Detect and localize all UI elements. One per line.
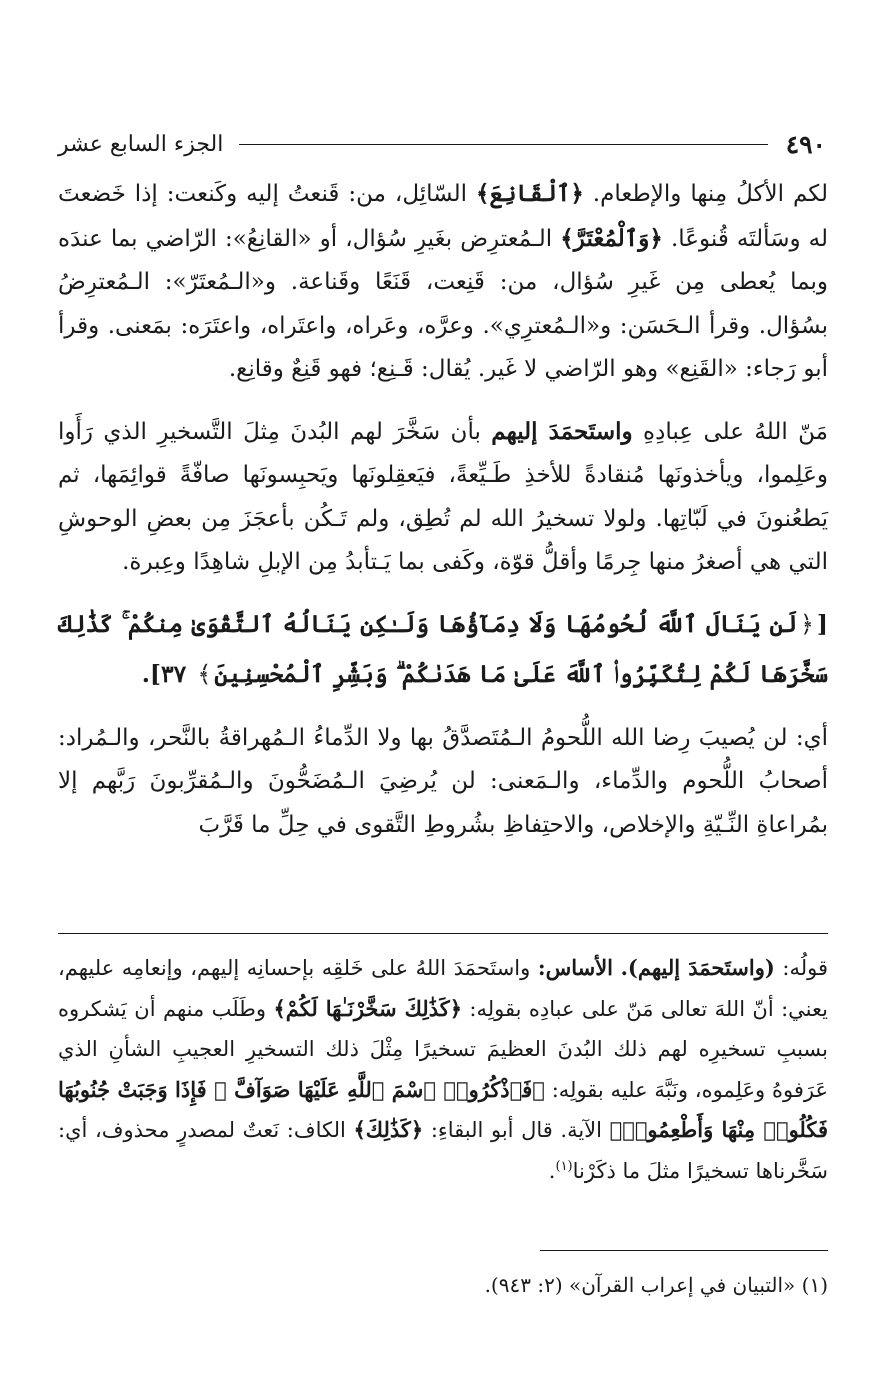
main-paragraph — [58, 410, 828, 585]
verse-open-ornament: ﴿ — [800, 609, 814, 638]
footnote-rule — [540, 1250, 828, 1251]
quran-term: ﴿وَٱلْمُعْتَرَّ﴾ — [560, 224, 663, 252]
verse-number: ٣٧ — [161, 659, 187, 688]
quran-term: ﴿ٱلْقَانِعَ﴾ — [476, 180, 584, 207]
quran-quote: ﴿كَذَٰلِكَ سَخَّرْنَـٰهَا لَكُمْ﴾ — [273, 995, 463, 1021]
footnote-reference: (١) — [555, 1158, 573, 1174]
text-run: الكاف: نَعتٌ لمصدرٍ محذوف، أي: سَخَّرناها تسخيرًا مثلَ ما ذكَرْنا — [58, 1118, 828, 1183]
text-run: لكم الأكلُ مِنها والإطعام. — [583, 181, 828, 207]
running-title: الجزء السابع عشر — [58, 131, 224, 157]
open-bracket: [ — [816, 609, 828, 638]
quran-quote: ﴿كَذَٰلِكَ﴾ — [353, 1117, 424, 1142]
verse-close-ornament: ﴾ — [197, 659, 212, 688]
separator-rule — [58, 933, 828, 934]
commentary-text — [58, 948, 828, 1191]
text-run: . — [548, 1158, 556, 1183]
text-run: قولُه: — [774, 956, 828, 980]
quran-quote: ﴿فَٱذْكُرُوا۟ ٱسْمَ ٱللَّهِ عَلَيْهَا صَوَآفَّ ۖ فَإِذَا وَجَبَتْ جُنُوبُهَا فَكُلُوا۟ مِنْهَا وَأَطْعِمُوا۟﴾ — [58, 1076, 829, 1142]
main-paragraph: أي: لن يُصيبَ رِضا الله اللُّحومُ الـمُتَصدَّقُ بها ولا الدِّماءُ الـمُهراقةُ بالنَّحر، والـمُراد: أصحابُ اللُّحوم والدِّماء، والـمَعنى: لن يُرضِيَ الـمُضَحُّونَ والـمُقرِّبونَ رَبَّهم إلا بمُراعاةِ النِّـيّةِ والإخلاص، والاحتِفاظِ بشُروطِ التَّقوى في حِلِّ ما قَرَّبَ — [58, 724, 828, 838]
page-header — [58, 122, 826, 166]
footnote: (١) «التبيان في إعراب القرآن» (٢: ٩٤٣). — [484, 1273, 828, 1297]
text-run: السّائِل، من: قَنعتُ إليه وكَنعت: إذا خَضعتَ له وسَألتَه قُنوعًا. — [58, 181, 829, 252]
quoted-phrase: واستَحمَدَ إليهم — [491, 417, 633, 445]
commentary-paragraph — [58, 948, 828, 1191]
page-number: ٤٩٠ — [785, 129, 826, 159]
main-paragraph — [58, 172, 828, 392]
text-run: واستَحمَدَ اللهُ على خَلقِه بإحسانِه إليهم، وإنعامِه عليهم، يعني: أنّ اللهَ تعالى مَنّ على عبادِه بقولِه: — [58, 956, 828, 1021]
main-text — [58, 172, 828, 847]
quran-verse — [58, 599, 828, 699]
verse-text: لَن يَنَالَ ٱللَّهَ لُحُومُهَا وَلَا دِمَآؤُهَا وَلَـٰكِن يَنَالُهُ ٱلتَّقْوَىٰ مِنكُمْ ۚ كَذَٰلِكَ سَخَّرَهَا لَكُمْ لِتُكَبِّرُوا۟ ٱللَّهَ عَلَىٰ مَا هَدَىٰكُمْ ۗ وَبَشِّرِ ٱلْمُحْسِنِينَ — [58, 609, 828, 688]
close-bracket: ]. — [141, 659, 162, 688]
text-run: مَنّ اللهُ على عِبادِهِ — [632, 418, 828, 445]
header-rule — [239, 144, 767, 145]
text-run: الآية. قال أبو البقاءِ: — [423, 1118, 610, 1142]
text-run — [613, 956, 621, 980]
text-run: الـمُعترِض بغَيرِ سُؤال، أو «القانِعُ»: الرّاضي بما عندَه وبما يُعطى مِن غَيرِ سُؤال، من: قَنِعت، قَنَعًا وقَناعة. و«الـمُعتَرّ»: الـمُعترِضُ بسُؤال. وقرأ الـحَسَن: و«الـمُعترِي». وعرَّه، وعَراه، واعتَراه، واعتَرَه: بمَعنى. وقرأ أبو رَجاء: «القَنِع» وهو الرّاضي لا غَير. يُقال: قَـنِع؛ فهو قَنِعٌ وقانِع. — [58, 225, 828, 382]
text-run: وطَلَب منهم أن يَشكروه بسببِ تسخيرِه لهم ذلك البُدنَ العظيمَ تسخيرًا مِثْلَ ذلك التسخيرِ العجيبِ الشأنِ الذي عَرَفوهُ وعَلِموه، ونَبَّهَ عليه بقولِه: — [58, 996, 828, 1102]
text-run: بأن سَخَّرَ لهم البُدنَ مِثلَ التَّسخيرِ الذي رَأَوا وعَلِموا، ويأخذونَها مُنقادةً للأخذِ طَـيِّعةً، فيَعقِلونَها ويَحبِسونَها صافّةً قوائِمَها، ثم يَطعُنونَ في لَبّاتِها. ولولا تسخيرُ الله لم تُطِق، ولم تَـكُن بأعجَزَ مِن بعضِ الوحوشِ التي هي أصغرُ منها جِرمًا وأقلُّ قوّة، وكَفى بما يَـتأبدُ مِن الإبلِ شاهِدًا وعِبرة. — [58, 418, 828, 575]
source-label: الأساس: — [537, 955, 614, 980]
quoted-phrase: (واستَحمَدَ إليهم). — [620, 955, 775, 980]
